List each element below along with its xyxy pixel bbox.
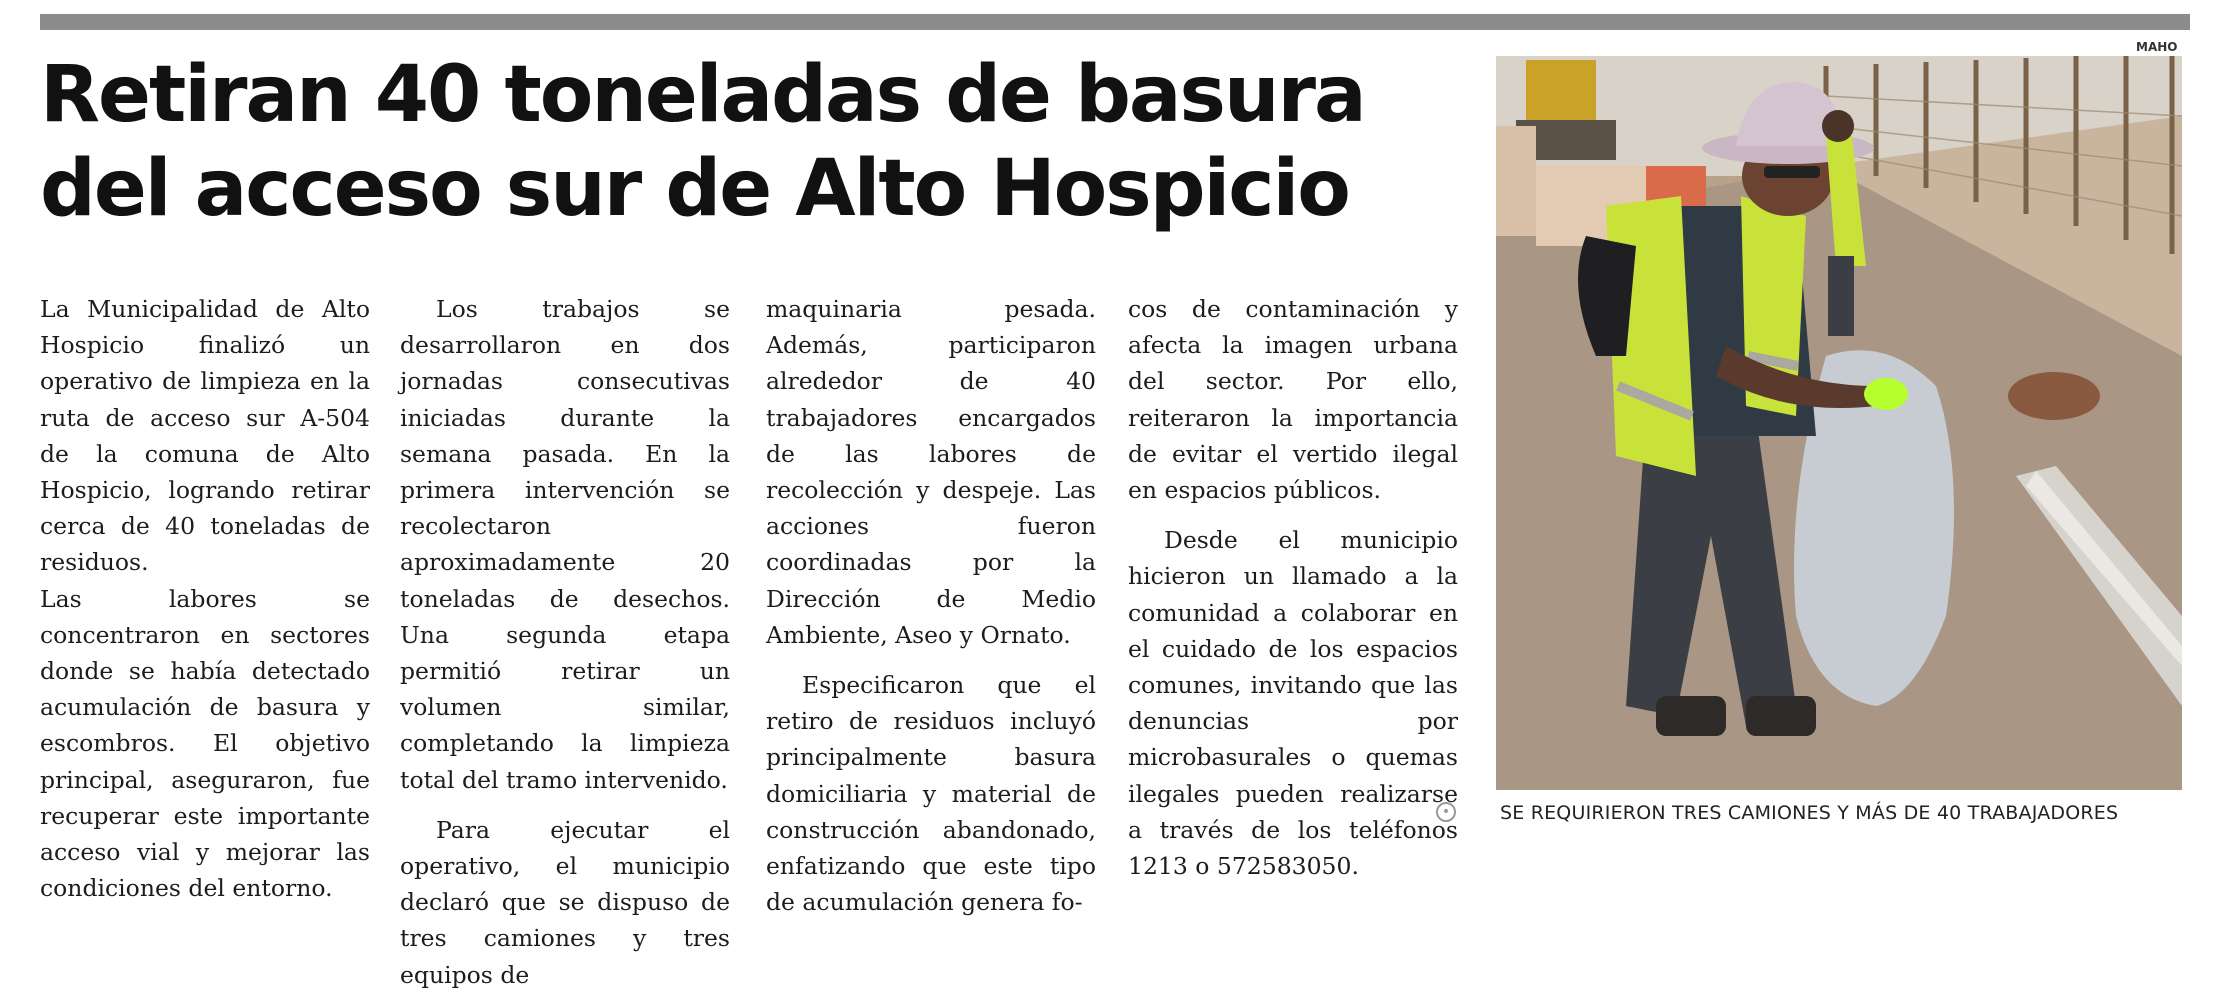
section-top-bar: [40, 14, 2190, 30]
paragraph: Desde el municipio hicieron un llamado a la comunidad a colaborar en el cuidado de los espacios comunes, invitando que las denuncias por microbasurales o quemas ilegales pueden realizarse a través de los teléfonos 1213 o 572583050.: [1128, 526, 1458, 881]
photo-credit: MAHO: [2136, 40, 2178, 54]
paragraph: maquinaria pesada. Además, participaron alrededor de 40 trabajadores encargados de las labores de recolección y despeje. Las acciones fueron coordinadas por la Dirección de Medio Ambiente, Aseo y Ornato.: [766, 295, 1096, 649]
article-column-2: [400, 291, 730, 993]
paragraph: Las labores se concentraron en sectores donde se había detectado acumulación de basura y escombros. El objetivo principal, aseguraron, fue recuperar este importante acceso vial y mejorar las condiciones del entorno.: [40, 584, 370, 903]
headline-line-2: del acceso sur de Alto Hospicio: [40, 144, 1349, 234]
article-column-3: [766, 291, 1096, 920]
paragraph: Los trabajos se desarrollaron en dos jornadas consecutivas iniciadas durante la semana pasada. En la primera intervención se recolectaron aproximadamente 20 toneladas de desechos. Una segunda etapa permitió retirar un volumen similar, completando la limpieza total del tramo intervenido.: [400, 295, 730, 794]
paragraph: cos de contaminación y afecta la imagen urbana del sector. Por ello, reiteraron la importancia de evitar el vertido ilegal en espacios públicos.: [1128, 295, 1458, 505]
news-photo: [1496, 56, 2182, 790]
headline-line-1: Retiran 40 toneladas de basura: [40, 50, 1365, 140]
article-column-4: [1128, 291, 1458, 884]
photo-caption: SE REQUIRIERON TRES CAMIONES Y MÁS DE 40 TRABAJADORES: [1500, 802, 2119, 824]
headline: [40, 48, 1460, 236]
photo-illustration: [1496, 56, 2182, 790]
article-end-icon: •: [1436, 802, 1456, 822]
paragraph: Para ejecutar el operativo, el municipio declaró que se dispuso de tres camiones y tres equipos de: [400, 815, 730, 989]
article-column-1: [40, 291, 370, 906]
paragraph: Especificaron que el retiro de residuos incluyó principalmente basura domiciliaria y material de construcción abandonado, enfatizando que este tipo de acumulación genera fo-: [766, 671, 1096, 917]
paragraph: La Municipalidad de Alto Hospicio finalizó un operativo de limpieza en la ruta de acceso sur A-504 de la comuna de Alto Hospicio, logrando retirar cerca de 40 toneladas de residuos.: [40, 295, 370, 577]
